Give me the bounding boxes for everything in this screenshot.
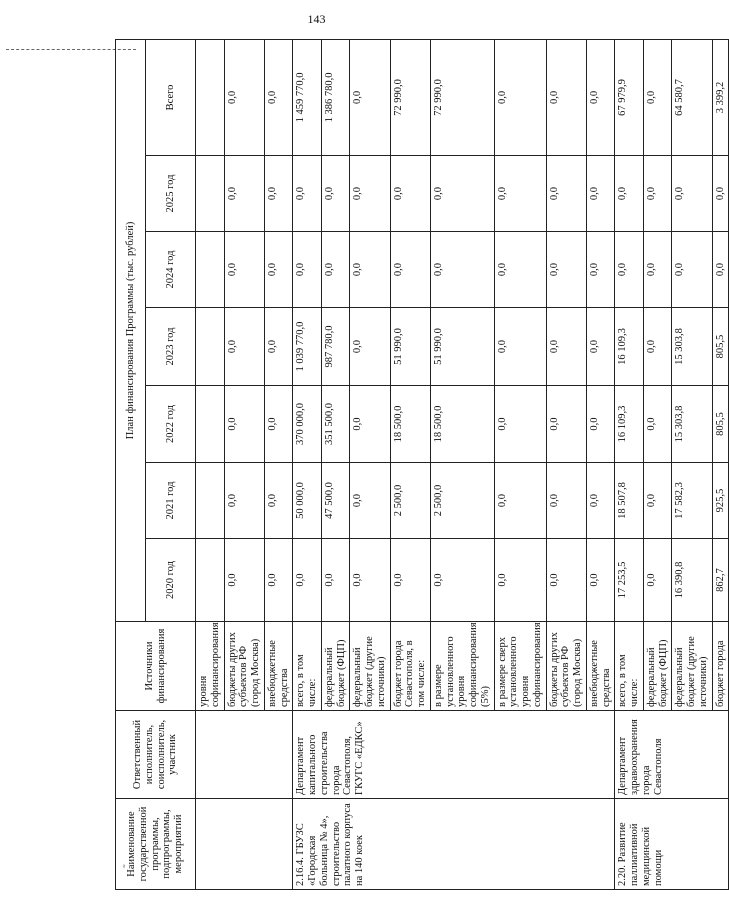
year-value-cell — [196, 463, 225, 539]
year-value-cell: 987 780,0 — [321, 308, 350, 386]
total-value-cell: 72 990,0 — [390, 39, 430, 155]
measure-name-cell: 2.20. Развитие паллиативной медицинской помощи — [615, 799, 729, 890]
year-value-cell: 0,0 — [643, 463, 672, 539]
header-total: Всего — [146, 39, 196, 155]
year-value-cell: 0,0 — [546, 539, 586, 622]
year-value-cell: 0,0 — [494, 463, 546, 539]
header-plan: План финансирования Программы (тыс. рублей) — [116, 39, 146, 621]
header-sources: Источники финансирования — [116, 622, 196, 711]
year-value-cell: 0,0 — [390, 232, 430, 308]
total-value-cell: 0,0 — [586, 39, 615, 155]
year-value-cell: 16 390,8 — [672, 539, 712, 622]
page-number: 143 — [307, 12, 326, 26]
year-value-cell: 925,5 — [712, 463, 729, 539]
year-value-cell: 0,0 — [293, 539, 322, 622]
year-value-cell: 16 109,3 — [615, 308, 644, 386]
funding-source-cell: бюджеты других субъектов РФ (город Москва) — [224, 622, 264, 711]
year-value-cell: 0,0 — [430, 232, 494, 308]
total-value-cell: 0,0 — [350, 39, 390, 155]
year-value-cell: 0,0 — [293, 156, 322, 232]
year-value-cell: 0,0 — [546, 308, 586, 386]
year-value-cell — [196, 539, 225, 622]
year-value-cell: 15 303,8 — [672, 386, 712, 463]
total-value-cell: 3 399,2 — [712, 39, 729, 155]
year-value-cell: 0,0 — [546, 386, 586, 463]
table-row — [196, 39, 225, 889]
year-value-cell: 0,0 — [224, 463, 264, 539]
year-value-cell: 0,0 — [586, 232, 615, 308]
year-value-cell: 0,0 — [586, 386, 615, 463]
year-value-cell: 0,0 — [224, 386, 264, 463]
funding-source-cell: бюджет города — [712, 622, 729, 711]
total-value-cell: 0,0 — [494, 39, 546, 155]
year-value-cell: 0,0 — [224, 232, 264, 308]
year-value-cell: 18 507,8 — [615, 463, 644, 539]
total-value-cell: 0,0 — [643, 39, 672, 155]
funding-source-cell: уровня софинансирования — [196, 622, 225, 711]
header-name: Наименование государственной программы, подпрограммы, мероприятий — [116, 799, 196, 890]
total-value-cell: 1 459 770,0 — [293, 39, 322, 155]
year-value-cell: 0,0 — [586, 539, 615, 622]
year-value-cell: 17 582,3 — [672, 463, 712, 539]
year-value-cell: 0,0 — [350, 156, 390, 232]
year-value-cell: 0,0 — [390, 539, 430, 622]
funding-source-cell: бюджет города Севастополя, в том числе: — [390, 622, 430, 711]
header-year-2024: 2024 год — [146, 232, 196, 308]
funding-source-cell: федеральный бюджет (другие источники) — [672, 622, 712, 711]
year-value-cell: 16 109,3 — [615, 386, 644, 463]
year-value-cell: 0,0 — [321, 539, 350, 622]
year-value-cell: 0,0 — [350, 539, 390, 622]
year-value-cell: 0,0 — [615, 232, 644, 308]
year-value-cell: 0,0 — [224, 308, 264, 386]
year-value-cell: 0,0 — [586, 308, 615, 386]
funding-source-cell: внебюджетные средства — [264, 622, 293, 711]
table-row — [615, 39, 644, 889]
year-value-cell: 862,7 — [712, 539, 729, 622]
measure-name-cell — [196, 799, 293, 890]
year-value-cell: 0,0 — [321, 232, 350, 308]
year-value-cell: 51 990,0 — [430, 308, 494, 386]
year-value-cell: 0,0 — [350, 232, 390, 308]
year-value-cell: 50 000,0 — [293, 463, 322, 539]
total-value-cell: 0,0 — [264, 39, 293, 155]
year-value-cell: 0,0 — [430, 539, 494, 622]
year-value-cell: 0,0 — [494, 308, 546, 386]
funding-source-cell: федеральный бюджет (другие источники) — [350, 622, 390, 711]
year-value-cell: 0,0 — [264, 156, 293, 232]
year-value-cell: 15 303,8 — [672, 308, 712, 386]
header-year-2022: 2022 год — [146, 386, 196, 463]
year-value-cell: 0,0 — [494, 539, 546, 622]
header-year-2021: 2021 год — [146, 463, 196, 539]
header-year-2025: 2025 год — [146, 156, 196, 232]
year-value-cell — [196, 386, 225, 463]
header-year-2023: 2023 год — [146, 308, 196, 386]
year-value-cell: 0,0 — [586, 156, 615, 232]
year-value-cell: 2 500,0 — [390, 463, 430, 539]
funding-source-cell: всего, в том числе: — [615, 622, 644, 711]
year-value-cell: 0,0 — [494, 156, 546, 232]
funding-source-cell: всего, в том числе: — [293, 622, 322, 711]
year-value-cell: 0,0 — [264, 539, 293, 622]
year-value-cell: 0,0 — [643, 156, 672, 232]
year-value-cell: 0,0 — [643, 308, 672, 386]
year-value-cell — [196, 232, 225, 308]
year-value-cell: 0,0 — [264, 386, 293, 463]
total-value-cell: 67 979,9 — [615, 39, 644, 155]
funding-source-cell: федеральный бюджет (ФЦП) — [643, 622, 672, 711]
year-value-cell: 0,0 — [350, 386, 390, 463]
year-value-cell: 51 990,0 — [390, 308, 430, 386]
year-value-cell: 351 500,0 — [321, 386, 350, 463]
funding-source-cell: в размере сверх установленного уровня софинансирования — [494, 622, 546, 711]
measure-name-cell: 2.16.4. ГБУЗС «Городская больница № 4», строительство палатного корпуса на 140 коек — [293, 799, 615, 890]
year-value-cell: 0,0 — [672, 156, 712, 232]
header-year-2020: 2020 год — [146, 539, 196, 622]
total-value-cell — [196, 39, 225, 155]
year-value-cell: 0,0 — [321, 156, 350, 232]
year-value-cell: 0,0 — [264, 308, 293, 386]
year-value-cell: 0,0 — [643, 386, 672, 463]
year-value-cell: 0,0 — [224, 156, 264, 232]
year-value-cell — [196, 308, 225, 386]
year-value-cell: 805,5 — [712, 308, 729, 386]
year-value-cell: 0,0 — [494, 232, 546, 308]
funding-source-cell: бюджеты других субъектов РФ (город Москва) — [546, 622, 586, 711]
year-value-cell: 370 000,0 — [293, 386, 322, 463]
year-value-cell: 0,0 — [350, 308, 390, 386]
header-executor: Ответственный исполнитель, соисполнитель, участник — [116, 711, 196, 799]
total-value-cell: 0,0 — [224, 39, 264, 155]
year-value-cell: 0,0 — [350, 463, 390, 539]
executor-cell: Департамент здравоохранения города Севастополя — [615, 711, 729, 799]
year-value-cell: 0,0 — [546, 156, 586, 232]
year-value-cell: 0,0 — [546, 232, 586, 308]
year-value-cell: 0,0 — [224, 539, 264, 622]
year-value-cell: 0,0 — [712, 232, 729, 308]
year-value-cell: 0,0 — [546, 463, 586, 539]
year-value-cell: 0,0 — [430, 156, 494, 232]
year-value-cell: 47 500,0 — [321, 463, 350, 539]
year-value-cell: 18 500,0 — [390, 386, 430, 463]
year-value-cell: 0,0 — [494, 386, 546, 463]
rotated-table-wrapper — [115, 40, 726, 890]
year-value-cell: 0,0 — [264, 232, 293, 308]
year-value-cell — [196, 156, 225, 232]
financing-table — [115, 39, 729, 890]
table-body — [196, 39, 729, 889]
year-value-cell: 2 500,0 — [430, 463, 494, 539]
year-value-cell: 17 253,5 — [615, 539, 644, 622]
executor-cell — [196, 711, 293, 799]
year-value-cell: 18 500,0 — [430, 386, 494, 463]
funding-source-cell: в размере установленного уровня софинансирования (5%) — [430, 622, 494, 711]
total-value-cell: 1 386 780,0 — [321, 39, 350, 155]
year-value-cell: 0,0 — [293, 232, 322, 308]
funding-source-cell: внебюджетные средства — [586, 622, 615, 711]
total-value-cell: 64 580,7 — [672, 39, 712, 155]
year-value-cell: 1 039 770,0 — [293, 308, 322, 386]
table-row — [293, 39, 322, 889]
year-value-cell: 0,0 — [615, 156, 644, 232]
year-value-cell: 0,0 — [712, 156, 729, 232]
executor-cell: Департамент капитального строительства города Севастополя, ГКУГС «ЕДКС» — [293, 711, 615, 799]
year-value-cell: 0,0 — [586, 463, 615, 539]
year-value-cell: 0,0 — [643, 232, 672, 308]
total-value-cell: 72 990,0 — [430, 39, 494, 155]
total-value-cell: 0,0 — [546, 39, 586, 155]
year-value-cell: 805,5 — [712, 386, 729, 463]
year-value-cell: 0,0 — [264, 463, 293, 539]
funding-source-cell: федеральный бюджет (ФЦП) — [321, 622, 350, 711]
year-value-cell: 0,0 — [643, 539, 672, 622]
year-value-cell: 0,0 — [672, 232, 712, 308]
year-value-cell: 0,0 — [390, 156, 430, 232]
